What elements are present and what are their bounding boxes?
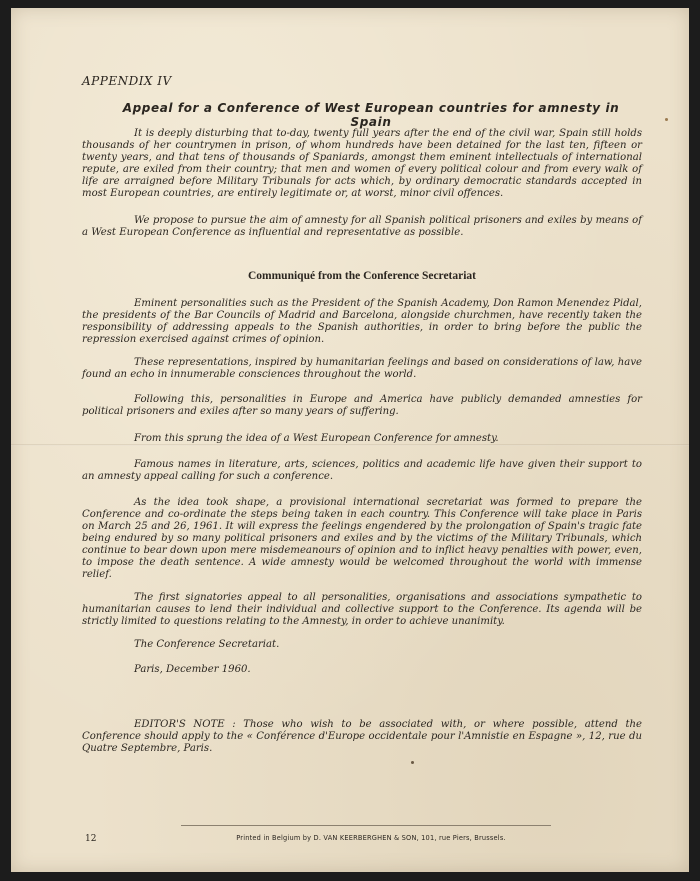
intro-paragraph-1: It is deeply disturbing that to-day, twenty full years after the end of the civil war, Spain still holds thousands of her countrymen in prison, of whom hundreds have been detained for the last ten, fifteen or twenty years, and that tens of thousands of Spaniards, amongst them eminent intellectuals of international repute, are exiled from their country; that men and women of every political colour and from every walk of life are arraigned before Military Tribunals for acts which, by ordinary democratic standards accepted in most European countries, are entirely legitimate or, at worst, minor civil offences. xyxy=(82,128,642,199)
communique-paragraph-1: Eminent personalities such as the President of the Spanish Academy, Don Ramon Menendez Pidal, the presidents of the Bar Councils of Madrid and Barcelona, alongside churchmen, have recently taken the responsibility of addressing appeals to the Spanish authorities, in order to bring before the public the repression exercised against crimes of opinion. xyxy=(82,298,642,345)
intro-paragraph-2: We propose to pursue the aim of amnesty for all Spanish political prisoners and exiles by means of a West European Conference as influential and representative as possible. xyxy=(82,215,642,238)
editors-note: EDITOR'S NOTE : Those who wish to be associated with, or where possible, attend the Conference should apply to the « Conférence d'Europe occidentale pour l'Amnistie en Espagne », 12, rue du Quatre Septembre, Paris. xyxy=(82,719,642,754)
communique-paragraph-7: The first signatories appeal to all personalities, organisations and associations sympathetic to humanitarian causes to lend their individual and collective support to the Conference. Its agenda will be strictly limited to questions relating to the Amnesty, in order to achieve unanimity. xyxy=(82,592,642,627)
communique-paragraph-4: From this sprung the idea of a West European Conference for amnesty. xyxy=(134,433,499,444)
appendix-label: APPENDIX IV xyxy=(82,74,172,88)
communique-paragraph-5: Famous names in literature, arts, sciences, politics and academic life have given their support to an amnesty appeal calling for such a conference. xyxy=(82,459,642,482)
ink-speck xyxy=(411,761,414,764)
signature-line: The Conference Secretariat. xyxy=(134,639,280,650)
printer-imprint: Printed in Belgium by D. VAN KEERBERGHEN & SON, 101, rue Piers, Brussels. xyxy=(236,834,506,842)
communique-paragraph-6: As the idea took shape, a provisional international secretariat was formed to prepare the Conference and co-ordinate the steps being taken in each country. This Conference will take place in Paris on March 25 and 26, 1961. It will express the feelings engendered by the prolongation of Spain's tragic fate being endured by so many political prisoners and exiles and by the victims of the Military Tribunals, which continue to bear down upon mere misdemeanours of opinion and to inflict heavy penalties with power, even, to impose the death sentence. A wide amnesty would be welcomed throughout the world with immense relief. xyxy=(82,497,642,580)
communique-paragraph-2: These representations, inspired by humanitarian feelings and based on considerations of law, have found an echo in innumerable consciences throughout the world. xyxy=(82,357,642,380)
communique-title: Communiqué from the Conference Secretariat xyxy=(247,270,477,282)
page-number: 12 xyxy=(85,834,97,844)
place-date-line: Paris, December 1960. xyxy=(134,664,251,675)
document-page xyxy=(11,8,689,872)
footer-rule xyxy=(181,825,551,826)
appeal-title: Appeal for a Conference of West European countries for amnesty in Spain xyxy=(122,101,620,129)
communique-paragraph-3: Following this, personalities in Europe and America have publicly demanded amnesties for political prisoners and exiles after so many years of suffering. xyxy=(82,394,642,417)
ink-speck xyxy=(665,118,668,121)
